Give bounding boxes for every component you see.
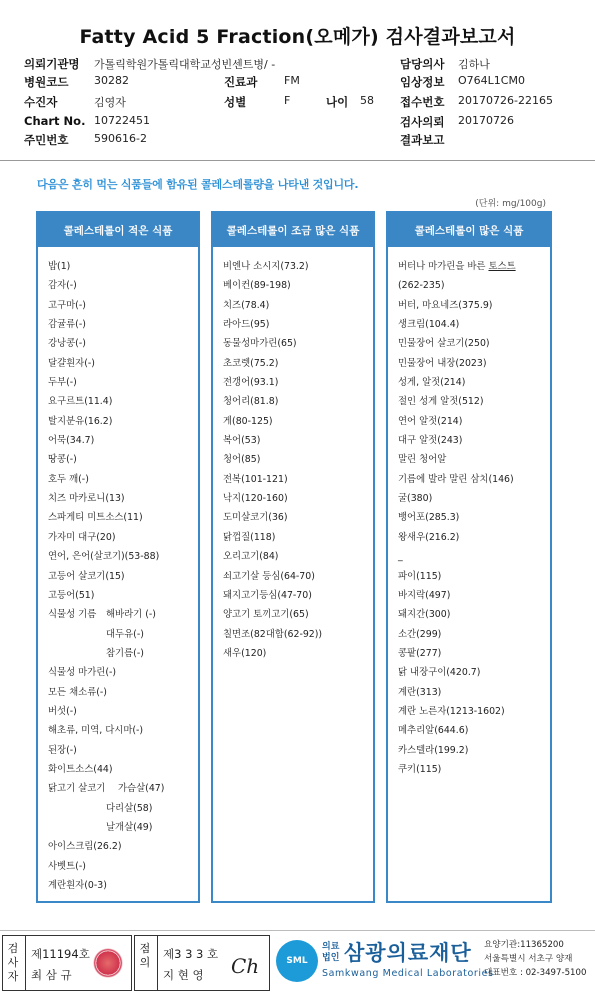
- doctor-value: 김하나: [458, 58, 490, 71]
- food-item: 달걀흰자(-): [48, 357, 95, 369]
- food-item: 라아드(95): [223, 319, 270, 331]
- hospital-code-value: 30282: [94, 74, 129, 87]
- food-item: 쇠고기살 등심(64-70): [223, 570, 315, 582]
- food-item: 사벳트(-): [48, 860, 86, 872]
- food-item: 베이컨(89-198): [223, 280, 291, 292]
- food-item: 왕새우(216.2): [398, 531, 460, 543]
- food-item: 어묵(34.7): [48, 435, 95, 447]
- examiner-number: 제11194호: [31, 947, 90, 961]
- food-item: 청어리(81.8): [223, 396, 279, 408]
- food-item: 밥(1): [48, 261, 71, 272]
- food-item: 가자미 대구(20): [48, 531, 116, 543]
- resident-label: 주민번호: [24, 133, 69, 147]
- food-item: 땅콩(-): [48, 454, 77, 466]
- food-item: 비엔나 소시지(73.2): [223, 261, 309, 272]
- food-item: 스파게티 미트소스(11): [48, 512, 143, 524]
- food-item: 뱅어포(285.3): [398, 512, 460, 524]
- column-heading: 콜레스테롤이 조금 많은 식품: [213, 213, 373, 247]
- food-item: 대두유(-): [106, 628, 144, 640]
- food-item: 치즈(78.4): [223, 299, 270, 311]
- food-item: 소간(299): [398, 628, 442, 640]
- food-item: 민물장어 살코기(250): [398, 338, 490, 350]
- food-item: 닭 내장구이(420.7): [398, 667, 481, 679]
- age-label: 나이: [326, 95, 349, 109]
- food-item: 닭고기 살코기 가슴살(47): [48, 779, 198, 798]
- food-item: 도미살코기(36): [223, 512, 288, 524]
- report-label: 결과보고: [400, 133, 445, 147]
- food-item: 두부(-): [48, 377, 77, 389]
- food-item: 버섯(-): [48, 705, 77, 717]
- food-item: 날개살(49): [106, 821, 153, 833]
- food-item: 돼지고기등심(47-70): [223, 589, 312, 601]
- food-item: 아이스크림(26.2): [48, 841, 122, 853]
- header-divider: [0, 160, 595, 161]
- food-item: 생크림(104.4): [398, 319, 460, 331]
- food-item: 낙지(120-160): [223, 493, 288, 505]
- org-code: 요양기관:11365200: [484, 940, 564, 950]
- sml-logo-icon: SML: [276, 940, 318, 982]
- food-item: _: [398, 551, 403, 563]
- food-item: (262-235): [398, 280, 445, 292]
- food-item: 고구마(-): [48, 299, 86, 311]
- food-item: 계란(313): [398, 686, 442, 698]
- food-item: 화이트소스(44): [48, 763, 113, 775]
- reviewer-name: 지 현 영: [163, 968, 204, 982]
- medium-cholesterol-column: [211, 211, 375, 903]
- food-item: 새우(120): [223, 647, 267, 659]
- reviewer-label: 점의: [139, 942, 151, 969]
- age-value: 58: [360, 94, 374, 107]
- food-item: 절인 성게 알젓(512): [398, 396, 484, 408]
- food-item: 참기름(-): [106, 647, 144, 659]
- food-item: 칠면조(82대합(62-92)): [223, 628, 323, 640]
- food-item: 메추리알(644.6): [398, 725, 469, 737]
- food-list: [38, 247, 198, 895]
- food-item: 식물성 기름 해바라기 (-): [48, 605, 198, 624]
- org-phone: 대표번호 : 02-3497-5100: [484, 968, 587, 978]
- patient-value: 김영자: [94, 96, 126, 109]
- food-item: 감귤류(-): [48, 319, 86, 331]
- receipt-label: 접수번호: [400, 95, 445, 109]
- food-item: 연어, 은어(살코기)(53-88): [48, 551, 160, 563]
- column-heading: 콜레스테롤이 적은 식품: [38, 213, 198, 247]
- clinical-label: 임상정보: [400, 75, 445, 89]
- clinical-value: O764L1CM0: [458, 74, 525, 87]
- report-title: Fatty Acid 5 Fraction(오메가) 검사결과보고서: [79, 26, 516, 48]
- reviewer-number: 제3 3 3 호: [163, 947, 219, 961]
- patient-label: 수진자: [24, 95, 58, 109]
- sex-label: 성별: [224, 95, 247, 109]
- unit-label: (단위: mg/100g): [475, 199, 546, 209]
- food-item: 다리살(58): [106, 802, 153, 814]
- food-item: 해초류, 미역, 다시마(-): [48, 725, 144, 737]
- food-item: 요구르트(11.4): [48, 396, 113, 408]
- food-item: 민물장어 내장(2023): [398, 357, 487, 369]
- column-heading: 콜레스테롤이 많은 식품: [388, 213, 550, 247]
- food-item: 동물성마가린(65): [223, 338, 297, 350]
- food-item: 양고기 토끼고기(65): [223, 609, 309, 621]
- food-item: 계란 노른자(1213-1602): [398, 705, 505, 717]
- food-item: 버터, 마요네즈(375.9): [398, 299, 493, 311]
- intro-text: 다음은 흔히 먹는 식품들에 함유된 콜레스테롤량을 나타낸 것입니다.: [37, 178, 359, 191]
- sex-value: F: [284, 94, 291, 107]
- food-item: 콩팥(277): [398, 647, 442, 659]
- examiner-box: [2, 935, 132, 991]
- receipt-value: 20170726-22165: [458, 94, 553, 107]
- food-item: 치즈 마카로니(13): [48, 493, 125, 505]
- food-item: 고등어 살코기(15): [48, 570, 125, 582]
- food-item: 강낭콩(-): [48, 338, 86, 350]
- examiner-seal: [93, 948, 123, 978]
- food-item: 오리고기(84): [223, 551, 279, 563]
- dept-label: 진료과: [224, 75, 258, 89]
- org-prefix: 의료 법인: [322, 942, 340, 963]
- food-item: 복어(53): [223, 435, 261, 447]
- food-item: 말린 청어알: [398, 454, 447, 466]
- food-list: [388, 247, 550, 779]
- food-item: 고등어(51): [48, 589, 95, 601]
- food-item: 돼지간(300): [398, 609, 451, 621]
- org-address: 서울특별시 서초구 양재: [484, 954, 573, 964]
- reviewer-box: [134, 935, 270, 991]
- food-item: 호두 깨(-): [48, 473, 89, 485]
- food-item: 해바라기 (-): [106, 609, 156, 621]
- food-item: 연어 알젓(214): [398, 415, 463, 427]
- examiner-label: 검사자: [7, 942, 19, 983]
- high-cholesterol-column: [386, 211, 552, 903]
- low-cholesterol-column: [36, 211, 200, 903]
- food-item: 초코렛(75.2): [223, 357, 279, 369]
- chart-value: 10722451: [94, 114, 150, 127]
- footer-divider: [0, 930, 595, 931]
- food-list: [213, 247, 373, 663]
- request-value: 20170726: [458, 114, 514, 127]
- food-item: 굴(380): [398, 493, 433, 505]
- food-item: 가슴살(47): [118, 783, 165, 795]
- food-item: 된장(-): [48, 744, 77, 756]
- food-item: 게(80-125): [223, 415, 273, 427]
- food-item: 기름에 발라 말린 삼치(146): [398, 473, 514, 485]
- resident-value: 590616-2: [94, 132, 147, 145]
- institution-label: 의뢰기관명: [24, 57, 80, 71]
- hospital-code-label: 병원코드: [24, 75, 69, 89]
- food-item: 카스텔라(199.2): [398, 744, 469, 756]
- food-item: 바지락(497): [398, 589, 451, 601]
- food-item: 쿠키(115): [398, 763, 442, 775]
- food-item: 감자(-): [48, 280, 77, 292]
- food-item: 버터나 마가린을 바른 토스트: [398, 261, 516, 272]
- food-item: 전복(101-121): [223, 473, 288, 485]
- food-item: 파이(115): [398, 570, 442, 582]
- examiner-name: 최 삼 규: [31, 968, 72, 982]
- food-item: 탈지분유(16.2): [48, 415, 113, 427]
- food-item: 모든 채소류(-): [48, 686, 107, 698]
- food-item: 계란흰자(0-3): [48, 880, 107, 891]
- food-item: 전갱어(93.1): [223, 377, 279, 389]
- toast-underline: 토스트: [488, 261, 516, 272]
- food-item: 닭껍질(118): [223, 531, 276, 543]
- institution-value: 가톨릭학원가톨릭대학교성빈센트병/ -: [94, 58, 276, 71]
- food-item: 성게, 알젓(214): [398, 377, 466, 389]
- dept-value: FM: [284, 74, 300, 87]
- footer: [2, 935, 595, 993]
- reviewer-signature: Ch: [231, 954, 260, 978]
- request-label: 검사의뢰: [400, 115, 445, 129]
- food-item: 대구 알젓(243): [398, 435, 463, 447]
- org-name: 삼광의료재단: [344, 941, 472, 965]
- org-english-name: Samkwang Medical Laboratories: [322, 968, 494, 979]
- food-item: 청어(85): [223, 454, 261, 466]
- doctor-label: 담당의사: [400, 57, 445, 71]
- food-item: 식물성 마가린(-): [48, 667, 117, 679]
- chart-label: Chart No.: [24, 114, 86, 128]
